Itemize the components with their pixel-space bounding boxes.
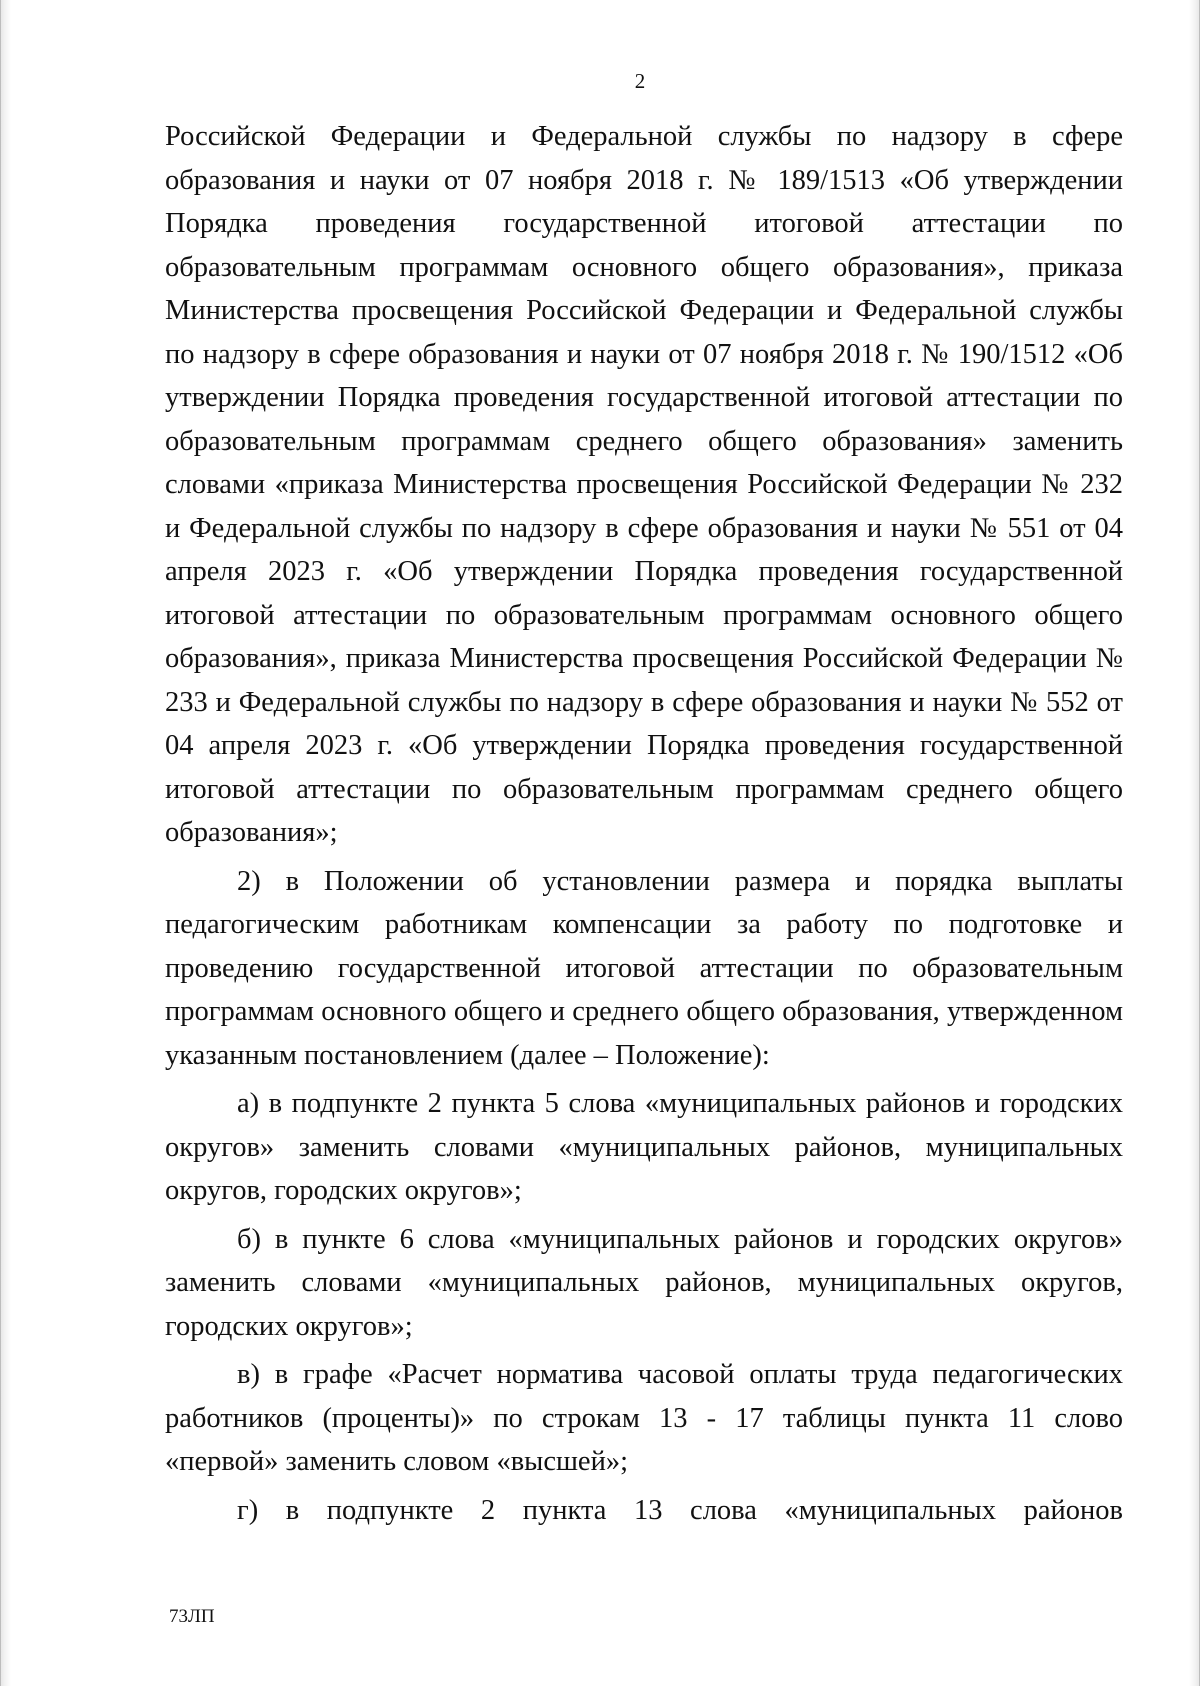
paragraph-subitem-a: а) в подпункте 2 пункта 5 слова «муниципальных районов и городских округов» заменить словами «муниципальных районов, муниципальных округов, городских округов»; <box>165 1088 1123 1206</box>
footer-document-code: 73ЛП <box>169 1606 215 1627</box>
paragraph-item-2: 2) в Положении об установлении размера и порядка выплаты педагогическим работникам компенсации за работу по подготовке и проведению государственной итоговой аттестации по образовательным программам основного общего и среднего общего образования, утвержденном указанным постановлением (далее – Положение): <box>165 865 1123 1071</box>
paragraph-continuation: Российской Федерации и Федеральной службы по надзору в сфере образования и науки от 07 ноября 2018 г. № 189/1513 «Об утверждении Порядка проведения государственной итоговой аттестации по образовательным программам основного общего образования», приказа Министерства просвещения Российской Федерации и Федеральной службы по надзору в сфере образования и науки от 07 ноября 2018 г. № 190/1512 «Об утверждении Порядка проведения государственной итоговой аттестации по образовательным программам среднего общего образования» заменить словами «приказа Министерства просвещения Российской Федерации № 232 и Федеральной службы по надзору в сфере образования и науки № 551 от 04 апреля 2023 г. «Об утверждении Порядка проведения государственной итоговой аттестации по образовательным программам основного общего образования», приказа Министерства просвещения Российской Федерации № 233 и Федеральной службы по надзору в сфере образования и науки № 552 от 04 апреля 2023 г. «Об утверждении Порядка проведения государственной итоговой аттестации по образовательным программам среднего общего образования»; <box>165 121 1123 848</box>
scan-edge-left <box>0 0 11 1686</box>
document-body <box>165 115 1123 1532</box>
scan-edge-right <box>1189 0 1200 1686</box>
page-number: 2 <box>634 69 646 93</box>
paragraph-subitem-b: б) в пункте 6 слова «муниципальных районов и городских округов» заменить словами «муниципальных районов, муниципальных округов, городских округов»; <box>165 1223 1123 1342</box>
paragraph-subitem-g: г) в подпункте 2 пункта 13 слова «муниципальных районов <box>237 1494 1123 1526</box>
paragraph-subitem-v: в) в графе «Расчет норматива часовой оплаты труда педагогических работников (проценты)» по строкам 13 - 17 таблицы пункта 11 слово «первой» заменить словом «высшей»; <box>165 1359 1123 1477</box>
